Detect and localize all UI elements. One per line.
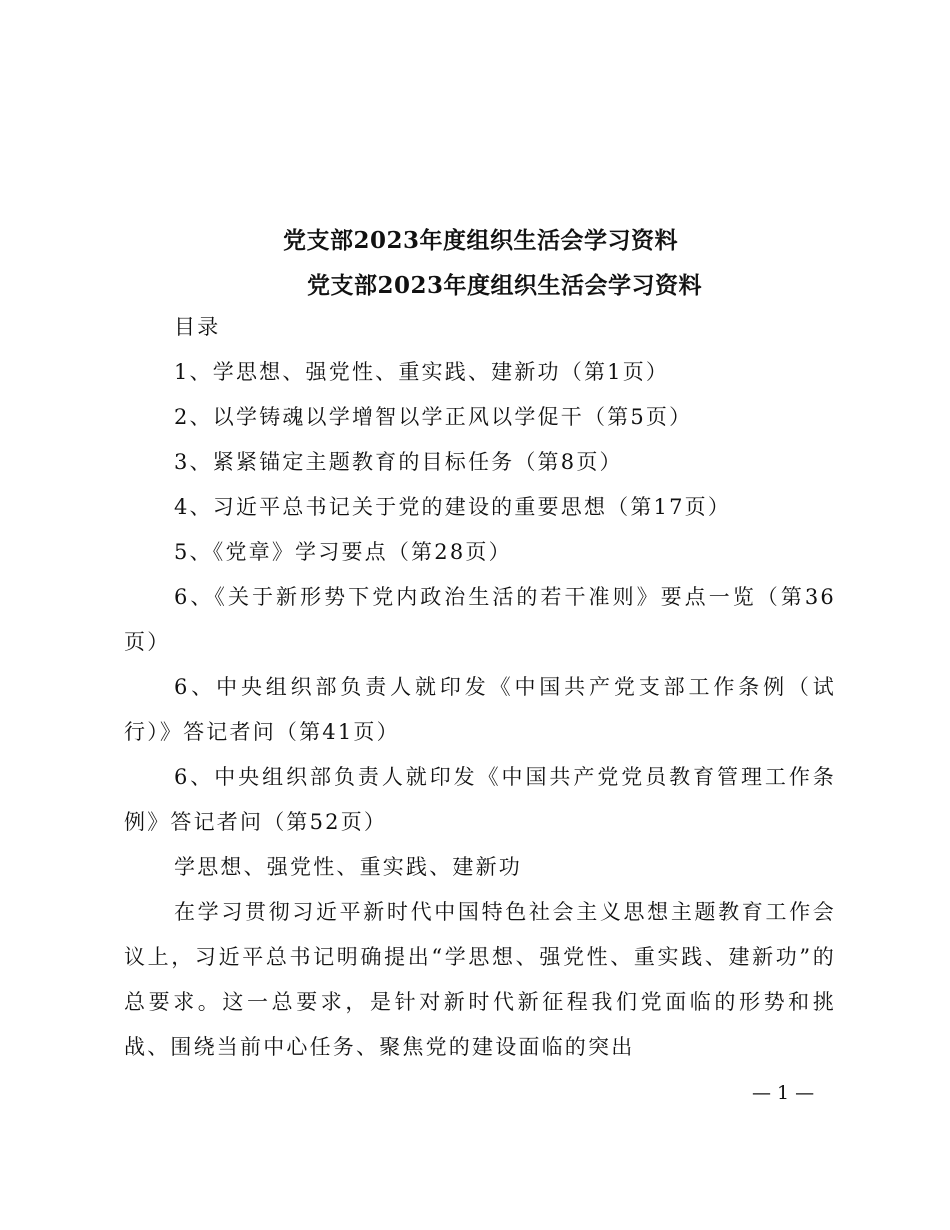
body-paragraph: 在学习贯彻习近平新时代中国特色社会主义思想主题教育工作会议上，习近平总书记明确提出“学思想、强党性、重实践、建新功”的总要求。这一总要求，是针对新时代新征程我们党面临的形势和挑战、围绕当前中心任务、聚焦党的建设面临的突出 xyxy=(124,900,836,1059)
document-subtitle: 党支部2023年度组织生活会学习资料 xyxy=(307,272,703,299)
toc-item: 5、《党章》学习要点（第28页） xyxy=(174,540,512,564)
toc-item: 1、学思想、强党性、重实践、建新功（第1页） xyxy=(174,360,670,384)
document-body xyxy=(124,305,836,1070)
toc-item: 6、中央组织部负责人就印发《中国共产党党员教育管理工作条例》答记者问（第52页） xyxy=(124,765,836,834)
toc-item: 3、紧紧锚定主题教育的目标任务（第8页） xyxy=(174,450,623,474)
section-heading: 学思想、强党性、重实践、建新功 xyxy=(174,855,522,879)
page-number: — 1 — xyxy=(752,1082,815,1104)
toc-item: 4、习近平总书记关于党的建设的重要思想（第17页） xyxy=(174,495,732,519)
toc-item: 2、以学铸魂以学增智以学正风以学促干（第5页） xyxy=(174,405,693,429)
document-title: 党支部2023年度组织生活会学习资料 xyxy=(283,227,679,254)
toc-item: 6、中央组织部负责人就印发《中国共产党支部工作条例（试行）》答记者问（第41页） xyxy=(124,675,836,744)
toc-item: 6、《关于新形势下党内政治生活的若干准则》要点一览（第36页） xyxy=(124,585,836,654)
toc-heading: 目录 xyxy=(174,315,221,339)
